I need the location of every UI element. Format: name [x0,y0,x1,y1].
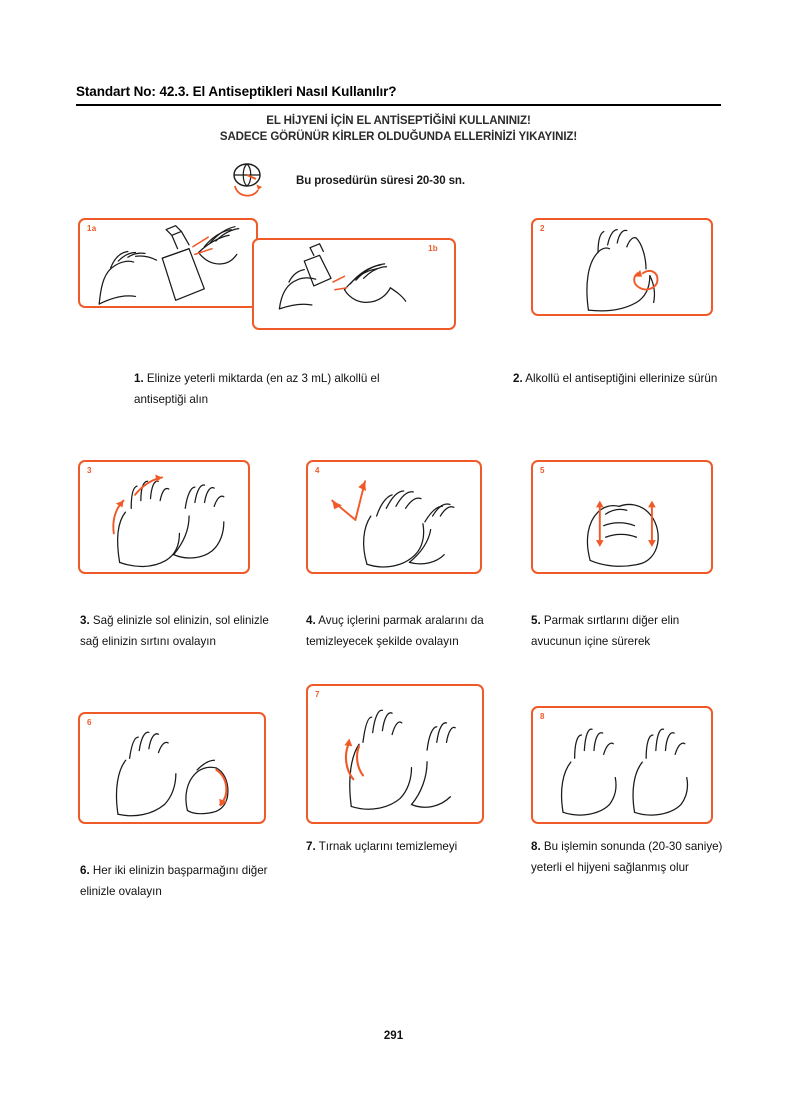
step-number: 2. [513,371,523,385]
illustration-row-3 [76,684,721,804]
step-number: 8. [531,839,541,853]
illustration-row-1 [76,218,721,330]
illustration-panel-1b [252,238,456,330]
illustration-panel-1a [78,218,258,308]
illustration-panel-3 [78,460,250,574]
panel-number: 1b [428,243,438,253]
step-caption-5 [531,610,731,652]
step-number: 1. [134,371,144,385]
step-caption-7 [306,836,506,857]
step-caption-2 [513,368,743,389]
step-caption-1 [134,368,402,410]
illustration-panel-7 [306,684,484,824]
caption-row-1 [76,368,721,442]
step-number: 7. [306,839,316,853]
step-text: Her iki elinizin başparmağını diğer elinizle ovalayın [80,863,268,898]
step-text: Elinize yeterli miktarda (en az 3 mL) alkollü el antiseptiği alın [134,371,380,406]
step-number: 5. [531,613,541,627]
banner-line-2: SADECE GÖRÜNÜR KİRLER OLDUĞUNDA ELLERİNİZİ YIKAYINIZ! [219,130,578,143]
illustration-panel-6 [78,712,266,824]
title-divider [76,104,721,106]
duration-text: Bu prosedürün süresi 20-30 sn. [296,174,465,187]
page-title: Standart No: 42.3. El Antiseptikleri Nasıl Kullanılır? [76,84,397,99]
step-number: 6. [80,863,90,877]
panel-number: 1a [87,223,97,233]
illustration-panel-5 [531,460,713,574]
illustration-panel-2 [531,218,713,316]
panel-number: 2 [540,223,545,233]
step-number: 4. [306,613,316,627]
panel-number: 3 [87,465,92,475]
document-body [76,84,721,956]
caption-row-3 [76,839,723,956]
step-text: Bu işlemin sonunda (20-30 saniye) yeterli el hijyeni sağlanmış olur [531,839,723,874]
step-caption-6 [80,860,300,902]
illustration-panel-4 [306,460,482,574]
panel-number: 7 [315,689,320,699]
panel-number: 5 [540,465,545,475]
banner [76,114,721,146]
duration-row [76,158,721,204]
clock-icon [222,158,278,204]
illustration-panel-8 [531,706,713,824]
banner-line-1: EL HİJYENİ İÇİN EL ANTİSEPTİĞİNİ KULLANINIZ! [266,115,531,127]
panel-number: 8 [540,711,545,721]
panel-number: 4 [315,465,320,475]
page-number: 291 [383,1030,404,1042]
panel-number: 6 [87,717,92,727]
illustration-row-2 [76,460,721,578]
step-caption-3 [80,610,290,652]
step-text: Parmak sırtlarını diğer elin avucunun içine sürerek [531,613,680,648]
step-text: Tırnak uçlarını temizlemeyi [318,839,458,853]
step-text: Sağ elinizle sol elinizin, sol elinizle sağ elinizin sırtını ovalayın [80,613,269,648]
step-caption-8 [531,836,741,878]
step-number: 3. [80,613,90,627]
step-text: Avuç içlerini parmak aralarını da temizleyecek şekilde ovalayın [306,613,484,648]
step-text: Alkollü el antiseptiğini ellerinize sürün [525,371,718,385]
step-caption-4 [306,610,506,652]
